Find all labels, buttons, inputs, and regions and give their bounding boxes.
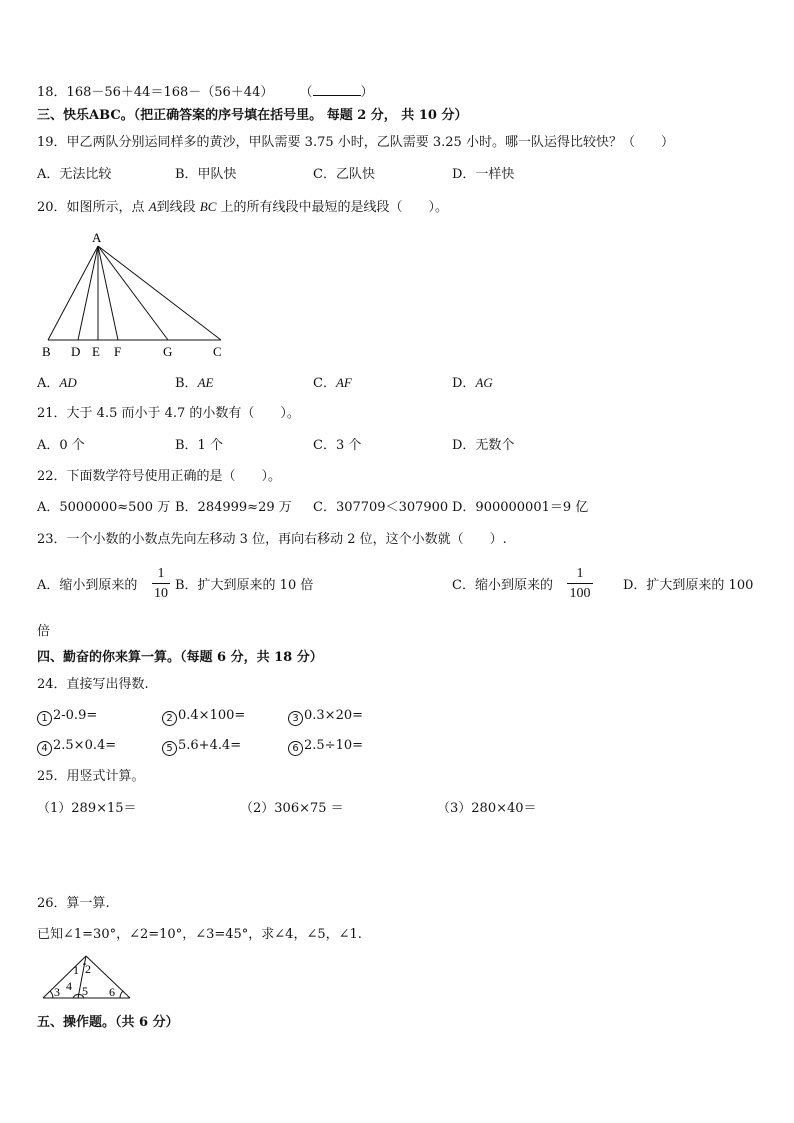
answer-blank[interactable] (313, 83, 361, 96)
q19-option-d[interactable]: D．一样快 (452, 167, 515, 182)
circled-number: 6 (288, 741, 303, 756)
q20-option-b[interactable]: B．AE (175, 375, 214, 391)
label-f: F (114, 344, 122, 359)
label-d: D (71, 344, 81, 359)
q26-text: 26．算一算. (37, 896, 110, 911)
q22-option-d[interactable]: D．900000001＝9 亿 (452, 500, 589, 515)
q23-option-d[interactable]: D．扩大到原来的 100 (623, 578, 754, 593)
q20-text: 20．如图所示，点 A到线段 BC 上的所有线段中最短的是线段（ ）。 (37, 199, 449, 215)
q19-option-c[interactable]: C．乙队快 (313, 167, 375, 182)
section-5-title: 五、操作题。（共 6 分） (37, 1015, 179, 1030)
q23-option-c-label[interactable]: C．缩小到原来的 (452, 578, 553, 593)
circled-number: 4 (37, 741, 52, 756)
q25-item-3: （3）280×40＝ (437, 801, 537, 816)
circled-number: 5 (162, 741, 177, 756)
circled-number: 2 (162, 711, 177, 726)
q20-option-a[interactable]: A．AD (37, 375, 77, 391)
q25-item-2: （2）306×75 ＝ (240, 801, 344, 816)
q24-item: 2 0.4×100= (162, 708, 245, 726)
angle-label-1: 1 (73, 963, 79, 977)
q23-option-b[interactable]: B．扩大到原来的 10 倍 (175, 578, 314, 593)
q26-angle-figure (40, 952, 134, 1002)
section-3-title: 三、快乐ABC。（把正确答案的序号填在括号里。 每题 2 分， 共 10 分） (37, 108, 468, 123)
q20-triangle-figure (36, 228, 236, 363)
q23-option-a-fraction: 1 10 (154, 566, 168, 601)
label-e: E (92, 344, 100, 359)
q25-item-1: （1）289×15＝ (37, 801, 137, 816)
q26-given: 已知∠1=30°，∠2=10°，∠3=45°，求∠4，∠5，∠1. (37, 927, 362, 942)
q24-item: 6 2.5÷10= (288, 738, 363, 756)
q18 (37, 83, 374, 101)
circled-number: 3 (288, 711, 303, 726)
q24-item: 3 0.3×20= (288, 708, 363, 726)
q22-text: 22．下面数学符号使用正确的是（ ）。 (37, 469, 282, 484)
label-c: C (213, 344, 222, 359)
angle-label-3: 3 (54, 985, 60, 999)
q24-item: 1 2-0.9= (37, 708, 97, 726)
q25-text: 25．用竖式计算。 (37, 769, 145, 784)
q21-option-c[interactable]: C．3 个 (313, 438, 362, 453)
q23-option-d-continued: 倍 (37, 624, 51, 639)
angle-label-5: 5 (82, 984, 88, 998)
q24-item: 5 5.6+4.4= (162, 738, 241, 756)
q19-option-a[interactable]: A．无法比较 (37, 167, 112, 182)
q23-option-c-fraction: 1 100 (567, 565, 593, 602)
circled-number: 1 (37, 711, 52, 726)
q21-text: 21．大于 4.5 而小于 4.7 的小数有（ ）。 (37, 406, 300, 421)
section-4-title: 四、勤奋的你来算一算。（每题 6 分，共 18 分） (37, 650, 323, 665)
q22-option-c[interactable]: C．307709＜307900 (313, 500, 449, 515)
q24-text: 24．直接写出得数. (37, 677, 149, 692)
label-b: B (42, 344, 51, 359)
q23-option-a-label[interactable]: A．缩小到原来的 (37, 578, 138, 593)
q21-option-b[interactable]: B．1 个 (175, 438, 223, 453)
q18-text: 18．168－56＋44＝168－（56＋44） (37, 85, 274, 100)
q19-option-b[interactable]: B．甲队快 (175, 167, 237, 182)
q20-option-d[interactable]: D．AG (452, 375, 493, 391)
q19-text: 19．甲乙两队分别运同样多的黄沙，甲队需要 3.75 小时，乙队需要 3.25 小时。哪一队运得比较快？（ ） (37, 135, 674, 150)
q20-option-c[interactable]: C．AF (313, 375, 352, 391)
q23-text: 23．一个小数的小数点先向左移动 3 位，再向右移动 2 位，这个小数就（ ）. (37, 532, 507, 547)
label-g: G (163, 344, 173, 359)
angle-label-4: 4 (66, 979, 72, 993)
angle-label-2: 2 (85, 962, 91, 976)
angle-label-6: 6 (109, 985, 115, 999)
q24-item: 4 2.5×0.4= (37, 738, 116, 756)
q18-answer-bracket[interactable]: （ ） (299, 85, 374, 100)
q21-option-d[interactable]: D．无数个 (452, 438, 515, 453)
q22-option-a[interactable]: A．5000000≈500 万 (37, 500, 171, 515)
q21-option-a[interactable]: A．0 个 (37, 438, 85, 453)
q22-option-b[interactable]: B．284999≈29 万 (175, 500, 292, 515)
label-a: A (92, 230, 102, 245)
